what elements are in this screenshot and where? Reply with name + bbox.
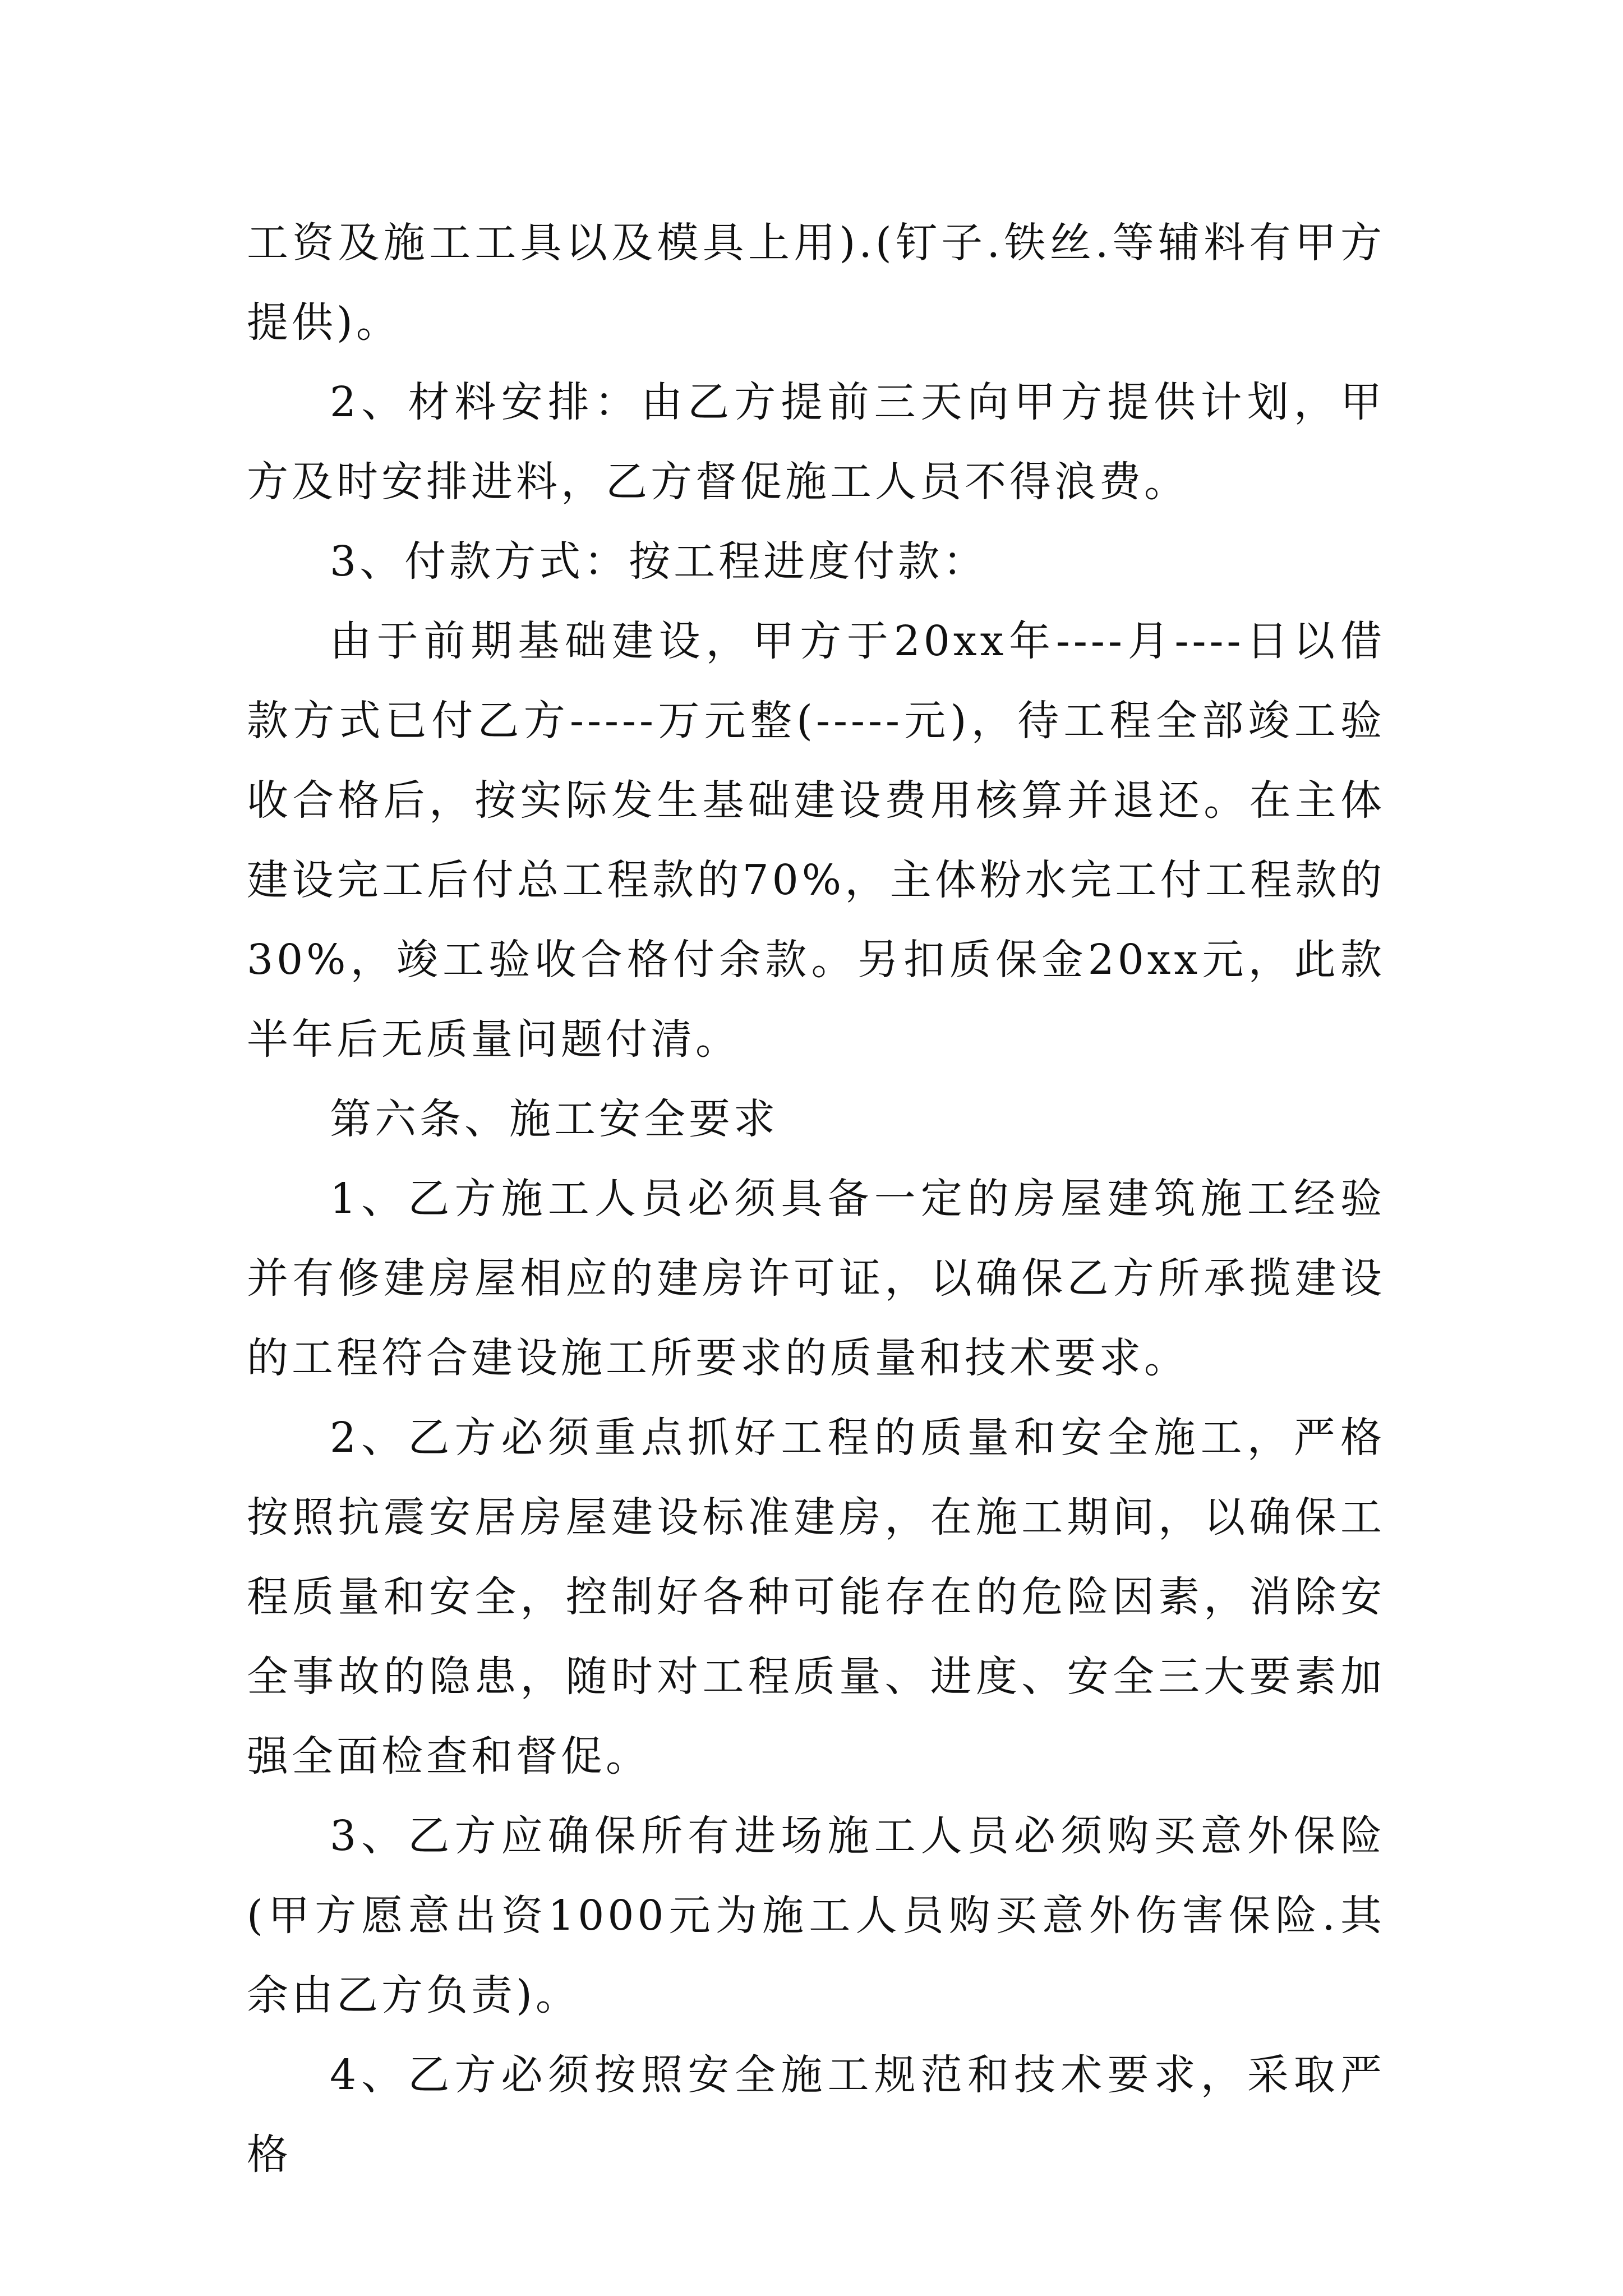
paragraph-3: 3、付款方式：按工程进度付款：: [330, 537, 988, 586]
paragraph-1: 工资及施工工具以及模具上用).(钉子.铁丝.等辅料有甲方提供)。: [247, 219, 1385, 347]
paragraph-8: 3、乙方应确保所有进场施工人员必须购买意外保险(甲方愿意出资1000元为施工人员购买意外伤害保险.其余由乙方负责)。: [247, 1812, 1385, 2019]
paragraph-6: 1、乙方施工人员必须具备一定的房屋建筑施工经验并有修建房屋相应的建房许可证，以确保乙方所承揽建设的工程符合建设施工所要求的质量和技术要求。: [247, 1175, 1385, 1382]
paragraph-2: 2、材料安排：由乙方提前三天向甲方提供计划，甲方及时安排进料，乙方督促施工人员不得浪费。: [247, 378, 1385, 506]
section-heading-article-6: 第六条、施工安全要求: [330, 1095, 778, 1143]
document-body: [247, 203, 1385, 2194]
paragraph-4: 由于前期基础建设，甲方于20xx年----月----日以借款方式已付乙方-----万元整(-----元)，待工程全部竣工验收合格后，按实际发生基础建设费用核算并退还。在主体建设完工后付总工程款的70%，主体粉水完工付工程款的30%，竣工验收合格付余款。另扣质保金20xx元，此款半年后无质量问题付清。: [247, 617, 1385, 1064]
paragraph-7: 2、乙方必须重点抓好工程的质量和安全施工，严格按照抗震安居房屋建设标准建房，在施工期间，以确保工程质量和安全，控制好各种可能存在的危险因素，消除安全事故的隐患，随时对工程质量、进度、安全三大要素加强全面检查和督促。: [247, 1414, 1385, 1780]
paragraph-9: 4、乙方必须按照安全施工规范和技术要求，采取严格: [247, 2051, 1385, 2179]
